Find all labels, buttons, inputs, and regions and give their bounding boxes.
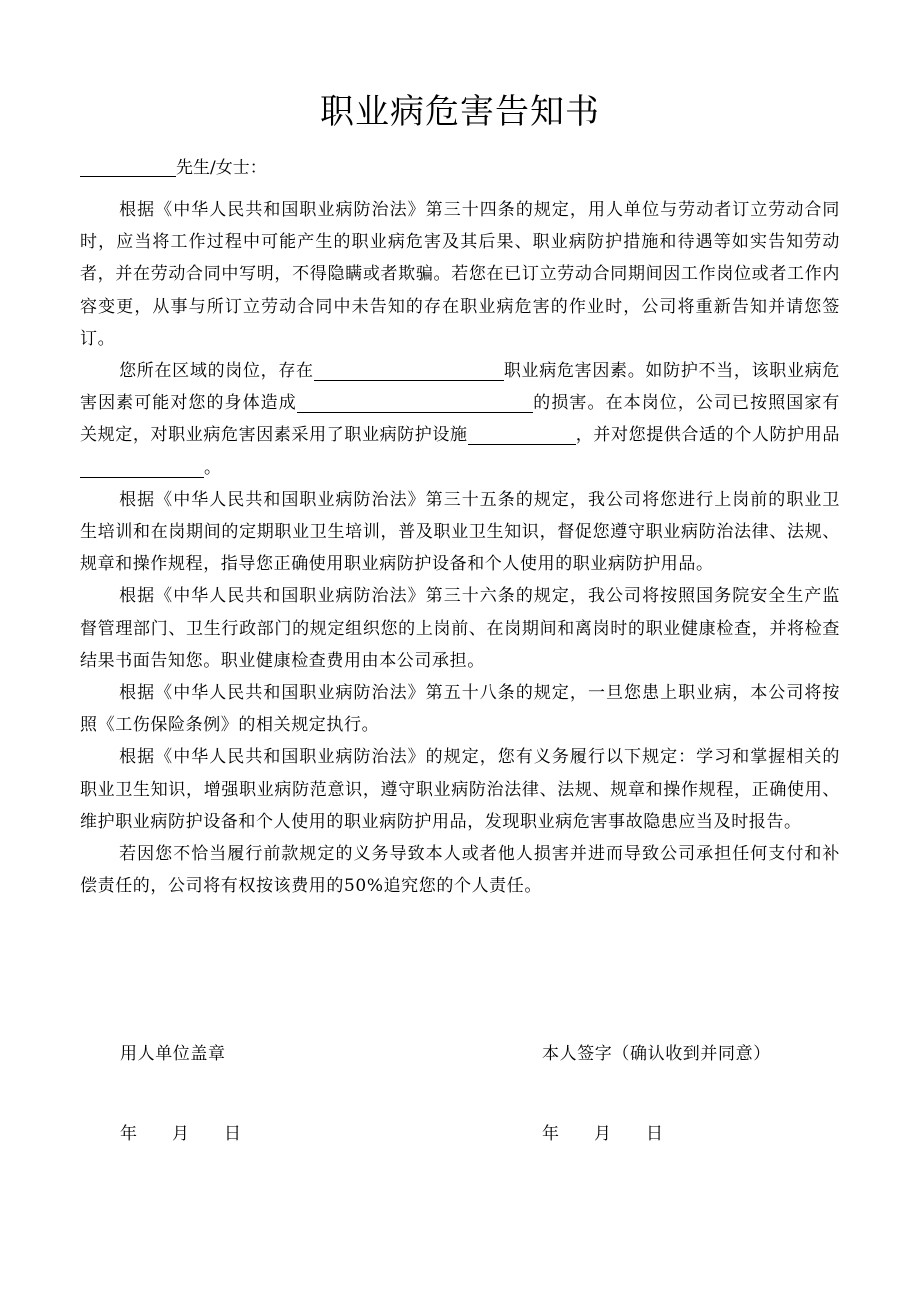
paragraph-6: 根据《中华人民共和国职业病防治法》的规定，您有义务履行以下规定：学习和掌握相关的职业卫生知识，增强职业病防范意识，遵守职业病防治法律、法规、规章和操作规程，正确使用、维护职业病防护设备和个人使用的职业病防护用品，发现职业病危害事故隐患应当及时报告。 [80, 747, 840, 832]
protective-equipment-blank[interactable] [80, 455, 204, 478]
paragraph-7: 若因您不恰当履行前款规定的义务导致本人或者他人损害并进而导致公司承担任何支付和补偿责任的，公司将有权按该费用的50%追究您的个人责任。 [80, 844, 840, 897]
damage-blank[interactable] [297, 390, 533, 413]
employee-signature-label: 本人签字（确认收到并同意） [542, 1044, 771, 1064]
hazard-factor-blank[interactable] [314, 358, 504, 381]
paragraph-2-part-b: 职业病危害因素。如防护不当，该职业病危害因素可能对您的身体造成 [80, 361, 840, 414]
paragraph-3: 根据《中华人民共和国职业病防治法》第三十五条的规定，我公司将您进行上岗前的职业卫生培训和在岗期间的定期职业卫生培训，普及职业卫生知识，督促您遵守职业病防治法律、法规、规章和操作规程，指导您正确使用职业病防护设备和个人使用的职业病防护用品。 [80, 489, 840, 575]
document-title: 职业病危害告知书 [320, 92, 600, 132]
paragraph-2 [80, 355, 840, 484]
paragraph-2-part-a: 您所在区域的岗位，存在 [119, 361, 314, 382]
paragraph-2-part-e: 。 [204, 457, 222, 478]
paragraph-5: 根据《中华人民共和国职业病防治法》第五十八条的规定，一旦您患上职业病，本公司将按照《工伤保险条例》的相关规定执行。 [80, 683, 840, 736]
paragraph-2-part-d: ，并对您提供合适的个人防护用品 [575, 425, 841, 446]
employer-date [120, 1118, 276, 1150]
employer-date-month: 月 [172, 1124, 189, 1144]
salutation-suffix: 先生/女士： [176, 158, 267, 178]
paragraph-1: 根据《中华人民共和国职业病防治法》第三十四条的规定，用人单位与劳动者订立劳动合同时，应当将工作过程中可能产生的职业病危害及其后果、职业病防护措施和待遇等如实告知劳动者，并在劳动合同中写明，不得隐瞒或者欺骗。若您在已订立劳动合同期间因工作岗位或者工作内容变更，从事与所订立劳动合同中未告知的存在职业病危害的作业时，公司将重新告知并请您签订。 [80, 200, 840, 349]
employer-date-day: 日 [224, 1124, 241, 1144]
employee-date-month: 月 [594, 1124, 611, 1144]
employee-date-year: 年 [542, 1124, 559, 1144]
employer-date-year: 年 [120, 1124, 137, 1144]
salutation-line [80, 152, 267, 184]
protective-facility-blank[interactable] [468, 422, 576, 445]
employee-date [542, 1118, 698, 1150]
paragraph-2-part-c: 的损害。在本岗位，公司已按照国家有关规定，对职业病危害因素采用了职业病防护设施 [80, 393, 840, 446]
name-blank[interactable] [80, 156, 176, 177]
paragraph-4: 根据《中华人民共和国职业病防治法》第三十六条的规定，我公司将按照国务院安全生产监督管理部门、卫生行政部门的规定组织您的上岗前、在岗期间和离岗时的职业健康检查，并将检查结果书面告知您。职业健康检查费用由本公司承担。 [80, 586, 840, 671]
document-body [80, 194, 840, 902]
employee-date-day: 日 [646, 1124, 663, 1144]
employer-seal-label: 用人单位盖章 [120, 1044, 226, 1064]
